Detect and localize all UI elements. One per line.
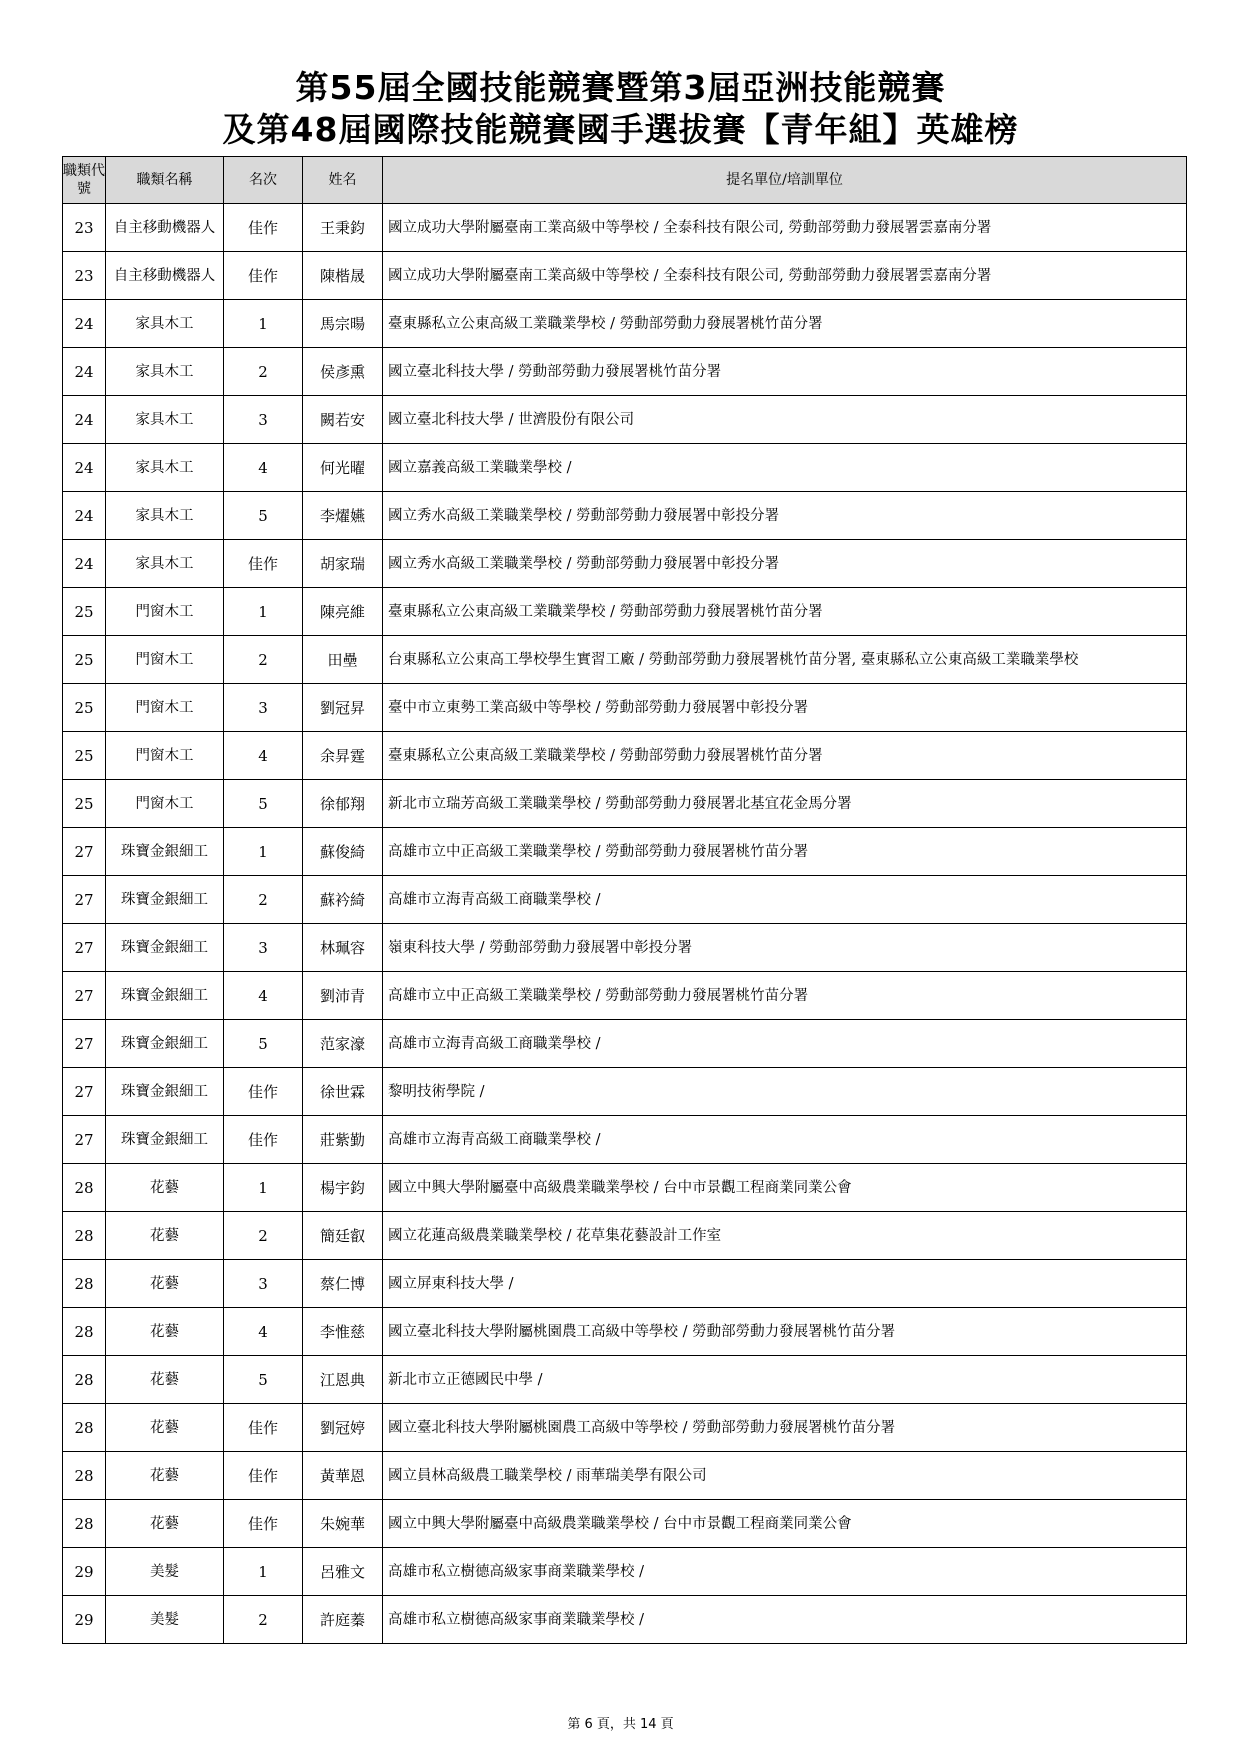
cell-code: 28 bbox=[63, 1260, 106, 1308]
cell-rank: 佳作 bbox=[224, 204, 303, 252]
cell-name: 劉沛青 bbox=[303, 972, 383, 1020]
table-row bbox=[63, 636, 1187, 684]
cell-unit: 臺東縣私立公東高級工業職業學校 / 勞動部勞動力發展署桃竹苗分署 bbox=[383, 732, 1187, 780]
cell-rank: 5 bbox=[224, 492, 303, 540]
cell-name: 王秉鈞 bbox=[303, 204, 383, 252]
cell-name: 范家濠 bbox=[303, 1020, 383, 1068]
cell-rank: 5 bbox=[224, 1020, 303, 1068]
table-row bbox=[63, 1452, 1187, 1500]
cell-rank: 5 bbox=[224, 1356, 303, 1404]
cell-code: 27 bbox=[63, 1020, 106, 1068]
cell-unit: 高雄市立海青高級工商職業學校 / bbox=[383, 1020, 1187, 1068]
cell-rank: 1 bbox=[224, 300, 303, 348]
cell-job: 家具木工 bbox=[106, 444, 224, 492]
cell-code: 24 bbox=[63, 396, 106, 444]
cell-name: 許庭蓁 bbox=[303, 1596, 383, 1644]
table-row bbox=[63, 876, 1187, 924]
header-unit: 提名單位/培訓單位 bbox=[383, 157, 1187, 204]
cell-code: 28 bbox=[63, 1404, 106, 1452]
cell-code: 24 bbox=[63, 492, 106, 540]
cell-code: 24 bbox=[63, 348, 106, 396]
cell-name: 江恩典 bbox=[303, 1356, 383, 1404]
table-header-row bbox=[63, 157, 1187, 204]
winners-table bbox=[62, 156, 1187, 1644]
cell-unit: 國立秀水高級工業職業學校 / 勞動部勞動力發展署中彰投分署 bbox=[383, 492, 1187, 540]
cell-job: 家具木工 bbox=[106, 300, 224, 348]
cell-job: 自主移動機器人 bbox=[106, 252, 224, 300]
cell-rank: 4 bbox=[224, 1308, 303, 1356]
cell-unit: 臺東縣私立公東高級工業職業學校 / 勞動部勞動力發展署桃竹苗分署 bbox=[383, 588, 1187, 636]
cell-name: 徐郁翔 bbox=[303, 780, 383, 828]
cell-unit: 高雄市立中正高級工業職業學校 / 勞動部勞動力發展署桃竹苗分署 bbox=[383, 828, 1187, 876]
cell-name: 余昇霆 bbox=[303, 732, 383, 780]
cell-name: 劉冠昇 bbox=[303, 684, 383, 732]
cell-rank: 佳作 bbox=[224, 1068, 303, 1116]
header-code: 職類代號 bbox=[63, 157, 106, 204]
cell-rank: 佳作 bbox=[224, 252, 303, 300]
cell-rank: 3 bbox=[224, 1260, 303, 1308]
cell-job: 珠寶金銀細工 bbox=[106, 1068, 224, 1116]
table-row bbox=[63, 1068, 1187, 1116]
cell-job: 門窗木工 bbox=[106, 780, 224, 828]
cell-job: 珠寶金銀細工 bbox=[106, 972, 224, 1020]
cell-code: 27 bbox=[63, 1116, 106, 1164]
cell-unit: 國立中興大學附屬臺中高級農業職業學校 / 台中市景觀工程商業同業公會 bbox=[383, 1164, 1187, 1212]
cell-job: 家具木工 bbox=[106, 540, 224, 588]
header-rank: 名次 bbox=[224, 157, 303, 204]
cell-name: 陳亮維 bbox=[303, 588, 383, 636]
cell-name: 李惟慈 bbox=[303, 1308, 383, 1356]
cell-rank: 2 bbox=[224, 1596, 303, 1644]
cell-unit: 高雄市私立樹德高級家事商業職業學校 / bbox=[383, 1548, 1187, 1596]
cell-name: 莊紫勤 bbox=[303, 1116, 383, 1164]
cell-name: 蘇俊綺 bbox=[303, 828, 383, 876]
cell-unit: 高雄市立海青高級工商職業學校 / bbox=[383, 1116, 1187, 1164]
cell-code: 27 bbox=[63, 972, 106, 1020]
cell-job: 美髮 bbox=[106, 1548, 224, 1596]
cell-name: 徐世霖 bbox=[303, 1068, 383, 1116]
cell-job: 花藝 bbox=[106, 1356, 224, 1404]
cell-name: 林珮容 bbox=[303, 924, 383, 972]
cell-code: 25 bbox=[63, 684, 106, 732]
cell-name: 黃華恩 bbox=[303, 1452, 383, 1500]
table-body bbox=[63, 204, 1187, 1644]
cell-job: 花藝 bbox=[106, 1260, 224, 1308]
table-row bbox=[63, 540, 1187, 588]
cell-name: 蘇衿綺 bbox=[303, 876, 383, 924]
cell-job: 門窗木工 bbox=[106, 636, 224, 684]
table-row bbox=[63, 1548, 1187, 1596]
cell-rank: 5 bbox=[224, 780, 303, 828]
cell-unit: 台東縣私立公東高工學校學生實習工廠 / 勞動部勞動力發展署桃竹苗分署, 臺東縣私立公東高級工業職業學校 bbox=[383, 636, 1187, 684]
cell-name: 蔡仁博 bbox=[303, 1260, 383, 1308]
cell-name: 馬宗暘 bbox=[303, 300, 383, 348]
cell-name: 簡廷叡 bbox=[303, 1212, 383, 1260]
cell-rank: 1 bbox=[224, 1164, 303, 1212]
cell-job: 花藝 bbox=[106, 1500, 224, 1548]
table-row bbox=[63, 1308, 1187, 1356]
table-row bbox=[63, 1164, 1187, 1212]
cell-job: 珠寶金銀細工 bbox=[106, 876, 224, 924]
cell-rank: 佳作 bbox=[224, 1500, 303, 1548]
cell-rank: 4 bbox=[224, 444, 303, 492]
cell-name: 何光曜 bbox=[303, 444, 383, 492]
cell-unit: 嶺東科技大學 / 勞動部勞動力發展署中彰投分署 bbox=[383, 924, 1187, 972]
cell-rank: 佳作 bbox=[224, 540, 303, 588]
table-row bbox=[63, 924, 1187, 972]
cell-code: 24 bbox=[63, 300, 106, 348]
cell-rank: 4 bbox=[224, 732, 303, 780]
cell-code: 28 bbox=[63, 1164, 106, 1212]
cell-job: 門窗木工 bbox=[106, 684, 224, 732]
cell-code: 23 bbox=[63, 204, 106, 252]
table-row bbox=[63, 492, 1187, 540]
cell-unit: 國立花蓮高級農業職業學校 / 花草集花藝設計工作室 bbox=[383, 1212, 1187, 1260]
table-row bbox=[63, 1500, 1187, 1548]
cell-rank: 1 bbox=[224, 1548, 303, 1596]
cell-code: 23 bbox=[63, 252, 106, 300]
cell-unit: 國立員林高級農工職業學校 / 雨華瑞美學有限公司 bbox=[383, 1452, 1187, 1500]
cell-name: 劉冠婷 bbox=[303, 1404, 383, 1452]
cell-name: 侯彥熏 bbox=[303, 348, 383, 396]
table-row bbox=[63, 348, 1187, 396]
cell-code: 25 bbox=[63, 732, 106, 780]
cell-job: 珠寶金銀細工 bbox=[106, 1116, 224, 1164]
table-row bbox=[63, 588, 1187, 636]
cell-job: 花藝 bbox=[106, 1212, 224, 1260]
cell-unit: 新北市立正德國民中學 / bbox=[383, 1356, 1187, 1404]
table-row bbox=[63, 684, 1187, 732]
cell-name: 闕若安 bbox=[303, 396, 383, 444]
cell-code: 27 bbox=[63, 1068, 106, 1116]
table-row bbox=[63, 828, 1187, 876]
table-row bbox=[63, 1020, 1187, 1068]
cell-unit: 國立成功大學附屬臺南工業高級中等學校 / 全泰科技有限公司, 勞動部勞動力發展署雲嘉南分署 bbox=[383, 252, 1187, 300]
cell-name: 朱婉華 bbox=[303, 1500, 383, 1548]
table-row bbox=[63, 300, 1187, 348]
cell-code: 24 bbox=[63, 540, 106, 588]
cell-rank: 佳作 bbox=[224, 1452, 303, 1500]
header-name: 姓名 bbox=[303, 157, 383, 204]
cell-rank: 佳作 bbox=[224, 1116, 303, 1164]
cell-code: 29 bbox=[63, 1548, 106, 1596]
cell-unit: 國立成功大學附屬臺南工業高級中等學校 / 全泰科技有限公司, 勞動部勞動力發展署雲嘉南分署 bbox=[383, 204, 1187, 252]
cell-job: 家具木工 bbox=[106, 492, 224, 540]
cell-rank: 1 bbox=[224, 588, 303, 636]
table-row bbox=[63, 1596, 1187, 1644]
cell-code: 28 bbox=[63, 1356, 106, 1404]
cell-unit: 國立嘉義高級工業職業學校 / bbox=[383, 444, 1187, 492]
cell-name: 李燿嬿 bbox=[303, 492, 383, 540]
cell-code: 28 bbox=[63, 1500, 106, 1548]
cell-job: 花藝 bbox=[106, 1452, 224, 1500]
cell-unit: 新北市立瑞芳高級工業職業學校 / 勞動部勞動力發展署北基宜花金馬分署 bbox=[383, 780, 1187, 828]
cell-unit: 臺東縣私立公東高級工業職業學校 / 勞動部勞動力發展署桃竹苗分署 bbox=[383, 300, 1187, 348]
cell-rank: 2 bbox=[224, 1212, 303, 1260]
cell-code: 25 bbox=[63, 780, 106, 828]
cell-unit: 國立中興大學附屬臺中高級農業職業學校 / 台中市景觀工程商業同業公會 bbox=[383, 1500, 1187, 1548]
cell-code: 27 bbox=[63, 876, 106, 924]
cell-code: 28 bbox=[63, 1452, 106, 1500]
page-title-line-1: 第55屆全國技能競賽暨第3屆亞洲技能競賽 bbox=[295, 68, 946, 107]
table-row bbox=[63, 732, 1187, 780]
cell-job: 家具木工 bbox=[106, 348, 224, 396]
cell-code: 27 bbox=[63, 828, 106, 876]
cell-unit: 高雄市立海青高級工商職業學校 / bbox=[383, 876, 1187, 924]
cell-name: 楊宇鈞 bbox=[303, 1164, 383, 1212]
cell-rank: 3 bbox=[224, 396, 303, 444]
cell-unit: 高雄市立中正高級工業職業學校 / 勞動部勞動力發展署桃竹苗分署 bbox=[383, 972, 1187, 1020]
cell-rank: 2 bbox=[224, 636, 303, 684]
table-row bbox=[63, 444, 1187, 492]
cell-name: 胡家瑞 bbox=[303, 540, 383, 588]
cell-rank: 3 bbox=[224, 684, 303, 732]
cell-job: 家具木工 bbox=[106, 396, 224, 444]
cell-job: 自主移動機器人 bbox=[106, 204, 224, 252]
cell-rank: 2 bbox=[224, 348, 303, 396]
cell-unit: 國立臺北科技大學附屬桃園農工高級中等學校 / 勞動部勞動力發展署桃竹苗分署 bbox=[383, 1308, 1187, 1356]
table-row bbox=[63, 204, 1187, 252]
cell-job: 珠寶金銀細工 bbox=[106, 1020, 224, 1068]
table-row bbox=[63, 972, 1187, 1020]
page-title-line-2: 及第48屆國際技能競賽國手選拔賽【青年組】英雄榜 bbox=[222, 110, 1019, 149]
table-row bbox=[63, 780, 1187, 828]
table-row bbox=[63, 396, 1187, 444]
cell-job: 門窗木工 bbox=[106, 732, 224, 780]
table-row bbox=[63, 1404, 1187, 1452]
header-job: 職類名稱 bbox=[106, 157, 224, 204]
cell-job: 珠寶金銀細工 bbox=[106, 828, 224, 876]
cell-code: 25 bbox=[63, 636, 106, 684]
cell-code: 24 bbox=[63, 444, 106, 492]
cell-job: 花藝 bbox=[106, 1308, 224, 1356]
page-footer: 第 6 頁，共 14 頁 bbox=[567, 1717, 674, 1732]
cell-unit: 國立秀水高級工業職業學校 / 勞動部勞動力發展署中彰投分署 bbox=[383, 540, 1187, 588]
cell-rank: 2 bbox=[224, 876, 303, 924]
cell-job: 花藝 bbox=[106, 1404, 224, 1452]
table-row bbox=[63, 1212, 1187, 1260]
cell-unit: 國立臺北科技大學 / 勞動部勞動力發展署桃竹苗分署 bbox=[383, 348, 1187, 396]
cell-job: 美髮 bbox=[106, 1596, 224, 1644]
cell-name: 呂雅文 bbox=[303, 1548, 383, 1596]
cell-code: 28 bbox=[63, 1212, 106, 1260]
cell-name: 田壘 bbox=[303, 636, 383, 684]
cell-unit: 國立臺北科技大學附屬桃園農工高級中等學校 / 勞動部勞動力發展署桃竹苗分署 bbox=[383, 1404, 1187, 1452]
table-row bbox=[63, 252, 1187, 300]
cell-unit: 國立臺北科技大學 / 世濟股份有限公司 bbox=[383, 396, 1187, 444]
cell-unit: 國立屏東科技大學 / bbox=[383, 1260, 1187, 1308]
cell-code: 27 bbox=[63, 924, 106, 972]
cell-rank: 1 bbox=[224, 828, 303, 876]
cell-unit: 黎明技術學院 / bbox=[383, 1068, 1187, 1116]
table-row bbox=[63, 1116, 1187, 1164]
cell-unit: 高雄市私立樹德高級家事商業職業學校 / bbox=[383, 1596, 1187, 1644]
cell-code: 25 bbox=[63, 588, 106, 636]
cell-job: 珠寶金銀細工 bbox=[106, 924, 224, 972]
cell-rank: 4 bbox=[224, 972, 303, 1020]
table-row bbox=[63, 1260, 1187, 1308]
cell-job: 門窗木工 bbox=[106, 588, 224, 636]
cell-unit: 臺中市立東勢工業高級中等學校 / 勞動部勞動力發展署中彰投分署 bbox=[383, 684, 1187, 732]
cell-code: 29 bbox=[63, 1596, 106, 1644]
cell-rank: 佳作 bbox=[224, 1404, 303, 1452]
cell-job: 花藝 bbox=[106, 1164, 224, 1212]
cell-code: 28 bbox=[63, 1308, 106, 1356]
table-row bbox=[63, 1356, 1187, 1404]
cell-name: 陳楷晟 bbox=[303, 252, 383, 300]
cell-rank: 3 bbox=[224, 924, 303, 972]
